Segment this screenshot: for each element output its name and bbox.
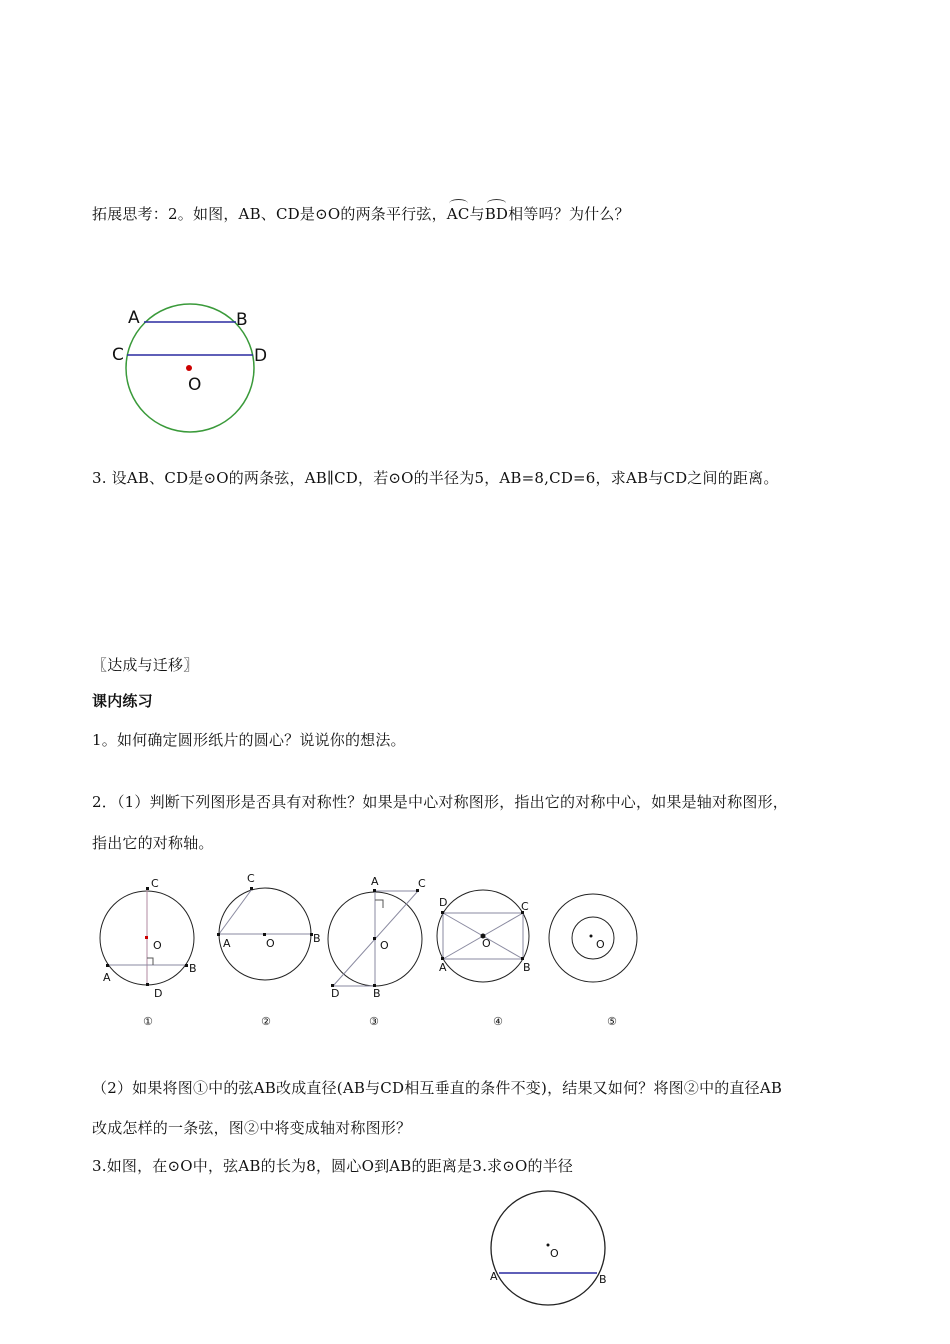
figure-5 — [549, 894, 637, 1028]
exercise-2-line-2: 指出它的对称轴。 — [92, 834, 214, 852]
svg-text:④: ④ — [493, 1015, 503, 1028]
svg-text:C: C — [521, 900, 529, 913]
svg-text:B: B — [189, 962, 197, 975]
svg-text:B: B — [523, 961, 531, 974]
svg-text:O: O — [380, 939, 389, 952]
exercise-2-line-1: 2．（1）判断下列图形是否具有对称性？如果是中心对称图形，指出它的对称中心，如果是轴对称图形， — [92, 793, 788, 811]
figure-parallel-chords — [108, 295, 278, 445]
svg-text:A: A — [439, 961, 447, 974]
question-extend-2: 拓展思考：2。如图，AB、CD是⊙O的两条平行弦，AC与BD相等吗？为什么？ — [92, 205, 630, 223]
question-extend-3: 3. 设AB、CD是⊙O的两条弦，AB∥CD，若⊙O的半径为5，AB=8,CD=6，求AB与CD之间的距离。 — [92, 469, 779, 487]
label-d: D — [254, 346, 268, 366]
label-a: A — [128, 308, 140, 328]
svg-text:⑤: ⑤ — [607, 1015, 617, 1028]
svg-text:D: D — [439, 896, 448, 909]
svg-text:C: C — [418, 877, 426, 890]
svg-text:A: A — [223, 937, 231, 950]
subsection-title: 课内练习 — [92, 692, 153, 710]
svg-text:D: D — [154, 987, 163, 1000]
figure-3 — [328, 875, 426, 1028]
svg-text:O: O — [550, 1247, 559, 1260]
label-c: C — [112, 345, 124, 365]
exercise-2-part-2-line-1: （2）如果将图①中的弦AB改成直径(AB与CD相互垂直的条件不变)，结果又如何？将图②中的直径AB — [92, 1079, 783, 1097]
label-b: B — [236, 310, 248, 330]
svg-text:B: B — [599, 1273, 607, 1286]
figure-4 — [437, 890, 531, 1028]
svg-text:C: C — [247, 872, 255, 885]
section-title: 〖达成与迁移〗 — [92, 656, 199, 674]
exercise-3: 3.如图，在⊙O中，弦AB的长为8，圆心O到AB的距离是3.求⊙O的半径 — [92, 1157, 574, 1175]
arc-ac: AC — [446, 205, 470, 223]
exercise-2-part-2-line-2: 改成怎样的一条弦，图②中将变成轴对称图形？ — [92, 1119, 412, 1137]
svg-text:B: B — [313, 932, 321, 945]
svg-text:O: O — [482, 937, 491, 950]
svg-text:O: O — [266, 937, 275, 950]
svg-text:②: ② — [261, 1015, 271, 1028]
svg-text:③: ③ — [369, 1015, 379, 1028]
svg-text:A: A — [103, 971, 111, 984]
svg-text:A: A — [490, 1270, 498, 1283]
label-o: O — [188, 375, 202, 395]
svg-text:A: A — [371, 875, 379, 888]
svg-text:B: B — [373, 987, 381, 1000]
svg-text:①: ① — [143, 1015, 153, 1028]
figure-1 — [100, 877, 197, 1028]
svg-text:D: D — [331, 987, 340, 1000]
arc-bd: BD — [484, 205, 509, 223]
svg-text:O: O — [153, 939, 162, 952]
figure-2 — [217, 872, 321, 1028]
figure-chord-ab — [484, 1188, 624, 1318]
svg-text:C: C — [151, 877, 159, 890]
svg-text:O: O — [596, 938, 605, 951]
figures-row — [95, 870, 695, 1030]
exercise-1: 1。如何确定圆形纸片的圆心？说说你的想法。 — [92, 731, 406, 749]
